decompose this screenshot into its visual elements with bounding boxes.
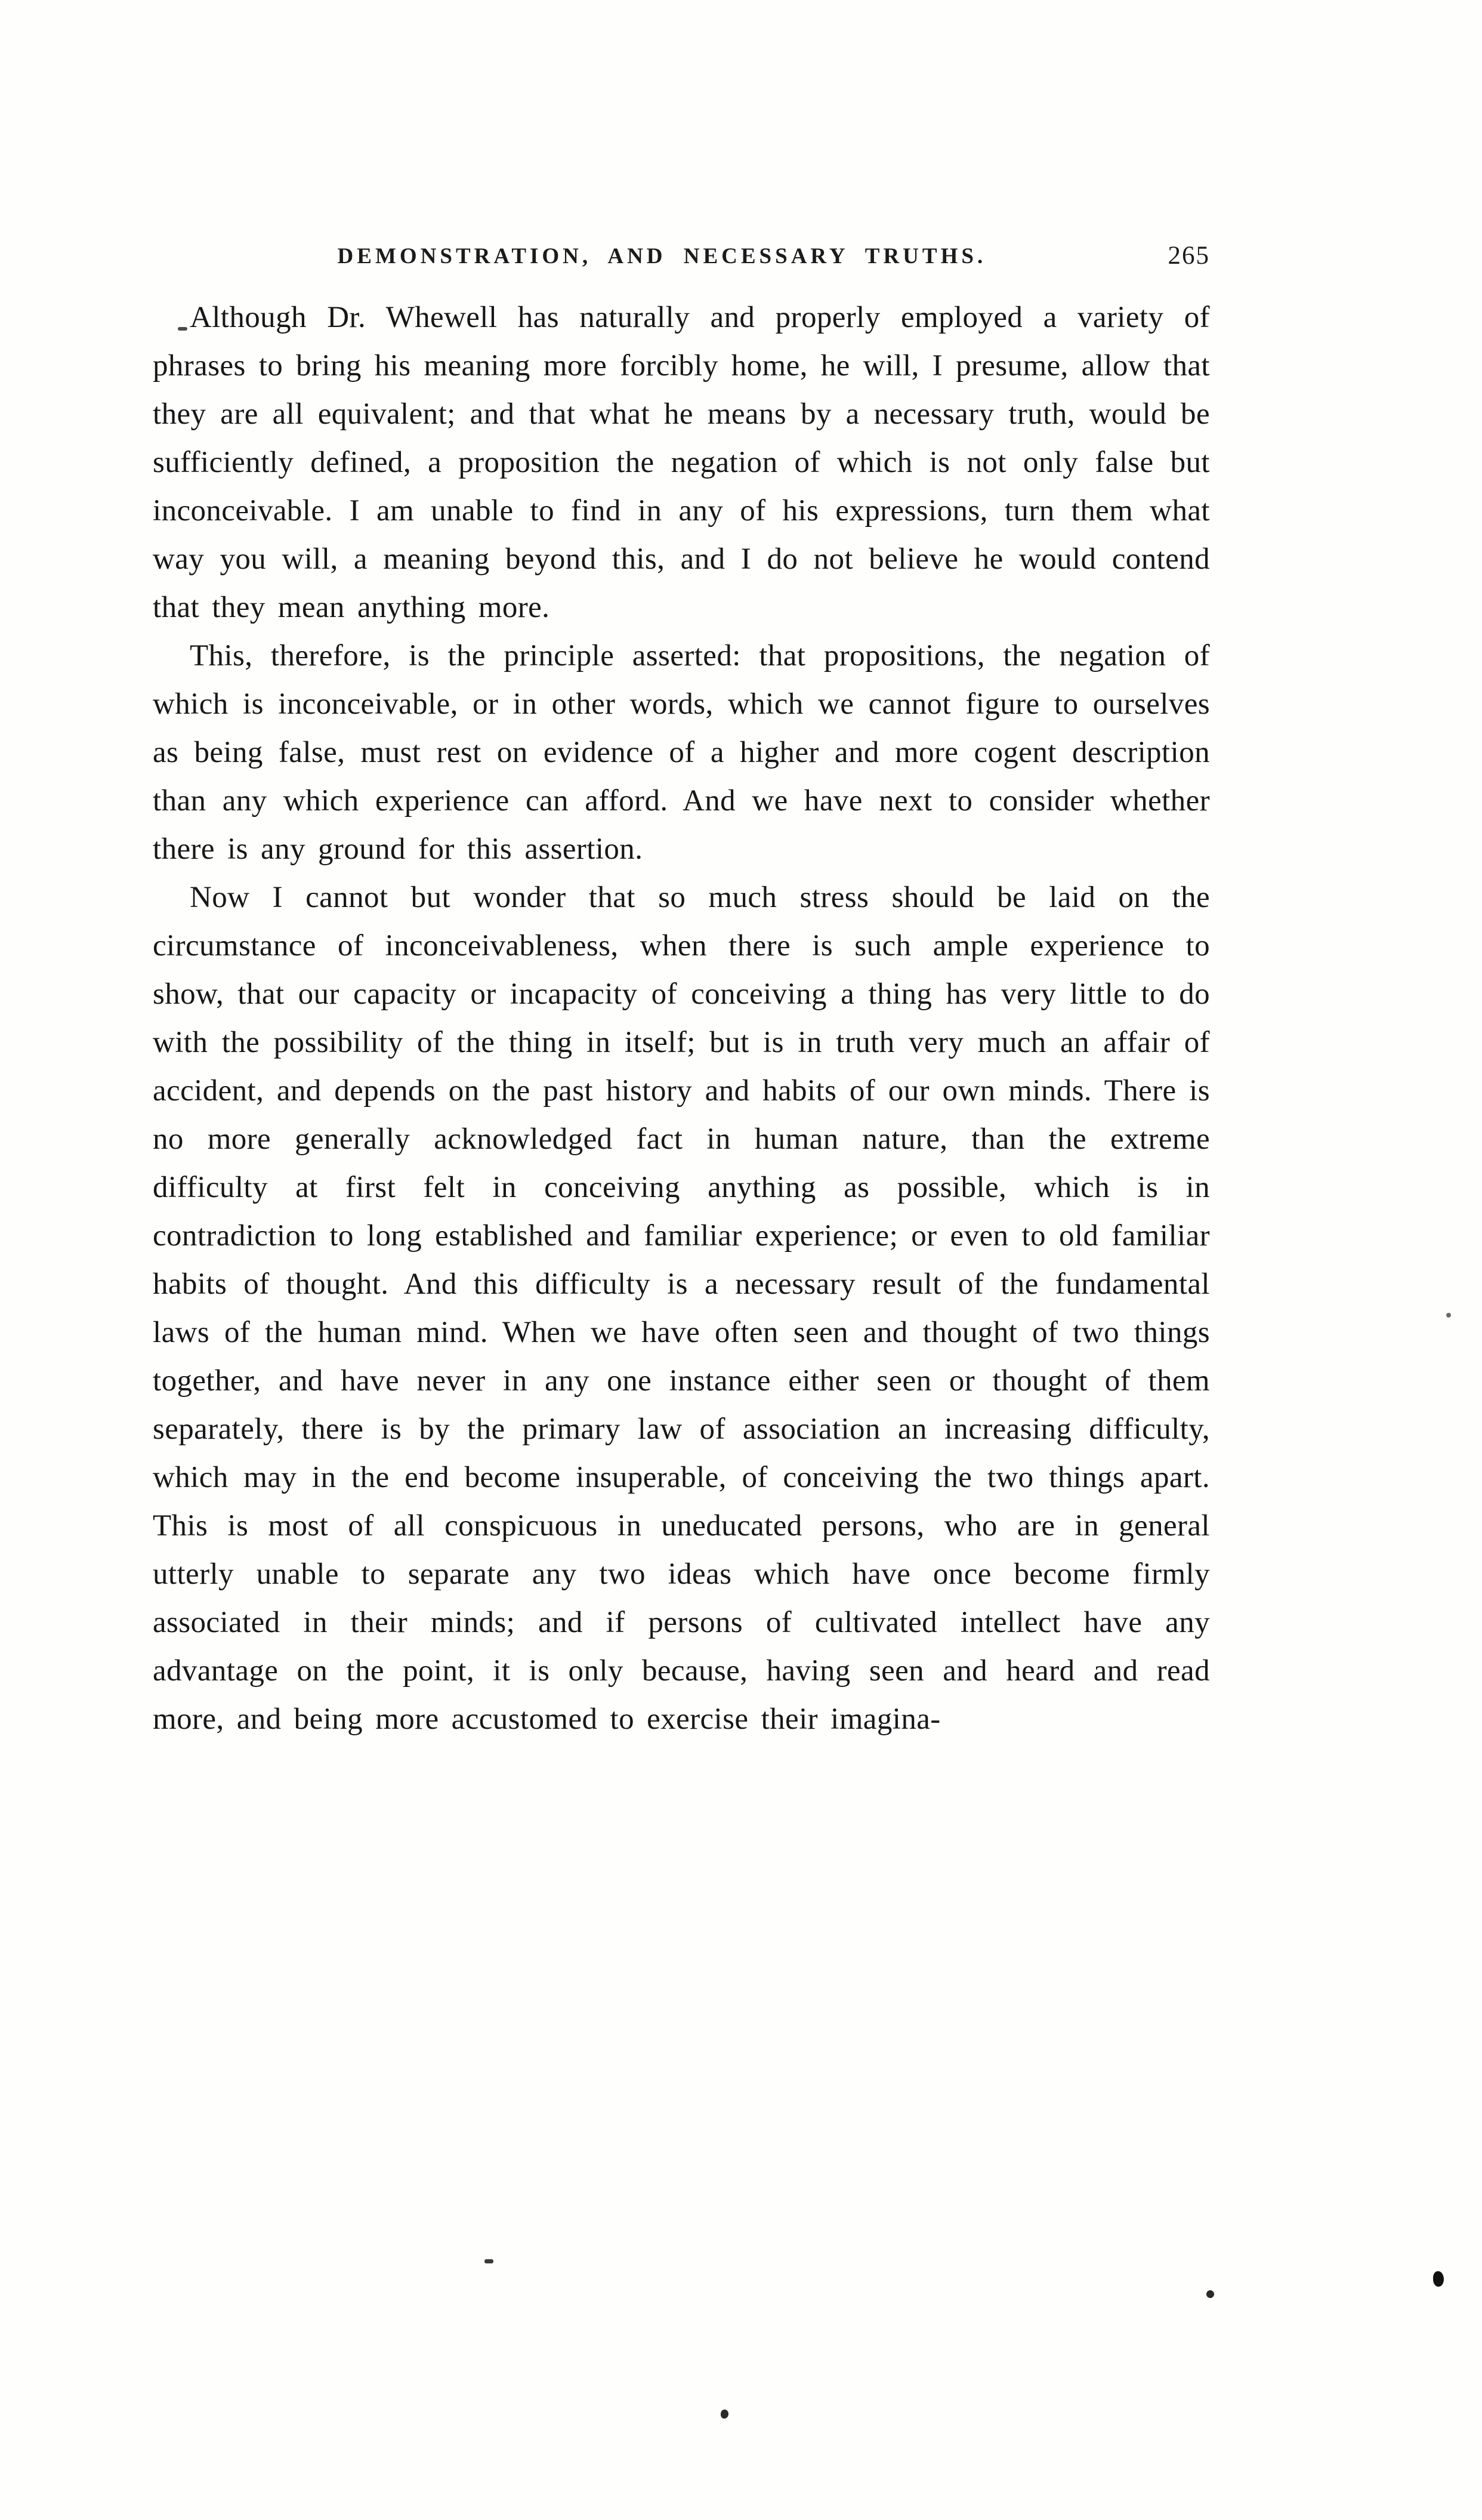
paragraph-1: Although Dr. Whewell has naturally and properly employed a variety of phrases to bring his meaning more forcibly home, he will, I presume, allow that they are all equivalent; and that what he means by a necessary truth, would be sufficiently defined, a proposition the negation of which is not only false but inconceivable. I am unable to find in any of his expressions, turn them what way you will, a meaning beyond this, and I do not believe he would contend that they mean anything more. — [153, 301, 1210, 624]
paragraph-2: This, therefore, is the principle asserted: that propositions, the negation of which is inconceivable, or in other words, which we cannot figure to ourselves as being false, must rest on evidence of a higher and more cogent description than any which experience can afford. And we have next to consider whether there is any ground for this assertion. — [153, 639, 1210, 866]
ink-speck — [178, 327, 187, 331]
paragraph-3: Now I cannot but wonder that so much stress should be laid on the circumstance of inconceivableness, when there is such ample experience to show, that our capacity or incapacity of conceiving a thing has very little to do with the possibility of the thing in itself; but is in truth very much an affair of accident, and depends on the past history and habits of our own minds. There is no more generally acknowledged fact in human nature, than the extreme difficulty at first felt in conceiving anything as possible, which is in contradiction to long established and familiar experience; or even to old familiar habits of thought. And this difficulty is a necessary result of the fundamental laws of the human mind. When we have often seen and thought of two things together, and have never in any one instance either seen or thought of them separately, there is by the primary law of association an increasing difficulty, which may in the end become insuperable, of conceiving the two things apart. This is most of all conspicuous in uneducated persons, who are in general utterly unable to separate any two ideas which have once become firmly associated in their minds; and if persons of cultivated intellect have any advantage on the point, it is only because, having seen and heard and read more, and being more accustomed to exercise their imagina- — [153, 881, 1210, 1736]
page-header — [153, 243, 1210, 277]
ink-speck — [484, 2259, 493, 2263]
page-number: 265 — [1168, 242, 1210, 270]
ink-speck — [721, 2410, 728, 2419]
running-title: DEMONSTRATION, AND NECESSARY TRUTHS. — [337, 244, 987, 269]
ink-speck — [1446, 1313, 1451, 1318]
ink-speck — [1433, 2271, 1444, 2287]
ink-speck — [1206, 2290, 1214, 2298]
text-block — [153, 294, 1210, 1744]
